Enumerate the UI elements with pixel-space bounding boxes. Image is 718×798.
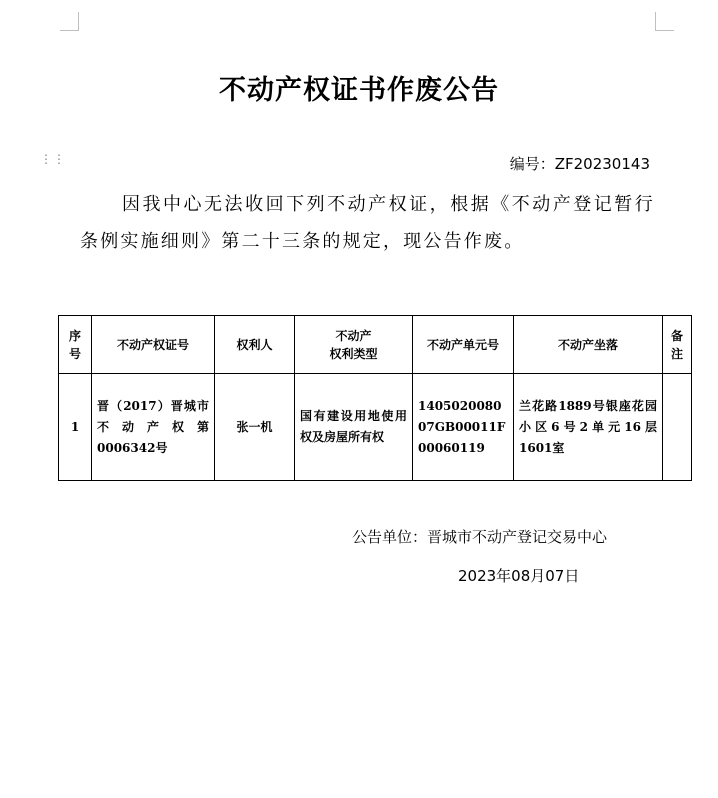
- document-number: [510, 153, 650, 174]
- cell-location: 兰花路1889号银座花园小区6号2单元16层1601室: [514, 374, 663, 481]
- cell-remarks: [663, 374, 692, 481]
- header-location: 不动产坐落: [514, 316, 663, 374]
- issuing-unit-label: 公告单位：: [352, 528, 428, 546]
- announcement-date: 2023年08月07日: [458, 567, 580, 585]
- page-corner-mark-right: [655, 12, 674, 31]
- header-cert-no: 不动产权证号: [92, 316, 215, 374]
- header-remarks: 备注: [663, 316, 692, 374]
- header-right-type-line2: 权利类型: [329, 346, 378, 361]
- table-row: [59, 374, 692, 481]
- cell-cert-no: 晋（2017）晋城市不动产权第0006342号: [92, 374, 215, 481]
- header-owner: 权利人: [215, 316, 295, 374]
- cell-seq: 1: [59, 374, 92, 481]
- number-value: ZF20230143: [554, 155, 650, 173]
- cell-owner: 张一机: [215, 374, 295, 481]
- cell-unit-no: 140502008007GB00011F00060119: [413, 374, 514, 481]
- table-header-row: [59, 316, 692, 374]
- document-title: 不动产权证书作废公告: [219, 75, 499, 106]
- cell-right-type: 国有建设用地使用权及房屋所有权: [295, 374, 413, 481]
- announcement-body: 因我中心无法收回下列不动产权证，根据《不动产登记暂行条例实施细则》第二十三条的规定，现公告作废。: [80, 194, 655, 252]
- header-seq: 序号: [59, 316, 92, 374]
- number-label: 编号：: [509, 155, 555, 173]
- issuing-unit: [352, 526, 607, 547]
- certificate-table: [58, 315, 692, 481]
- header-right-type-line1: 不动产: [335, 328, 372, 343]
- drag-handle-icon[interactable]: ⋮⋮: [40, 152, 66, 166]
- issuing-unit-name: 晋城市不动产登记交易中心: [427, 528, 608, 546]
- page-corner-mark-left: [60, 12, 79, 31]
- header-unit-no: 不动产单元号: [413, 316, 514, 374]
- header-right-type: [295, 316, 413, 374]
